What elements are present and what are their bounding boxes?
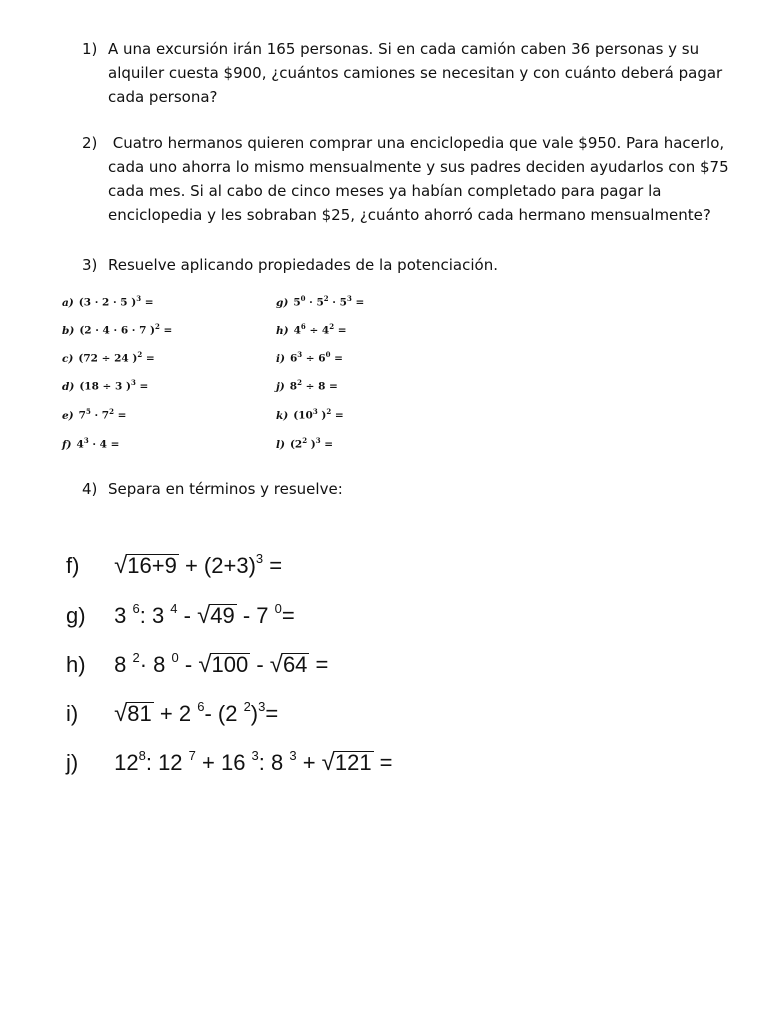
exercise-d: d) (18 ÷ 3 )$^3$ = — [62, 378, 149, 393]
terminos-exercise-j: j) $12^8$: 12 $^7$ + 16 $^3$: 8 $^3$ + √121 = — [66, 748, 393, 776]
problem-text — [108, 477, 712, 501]
problem-number: 4) — [82, 480, 98, 498]
problem-number: 1) — [82, 40, 98, 58]
problem-line: enciclopedia y les sobraban $25, ¿cuánto ahorró cada hermano mensualmente? — [108, 206, 711, 224]
exercise-c: c) (72 ÷ 24 )$^2$ = — [62, 350, 155, 365]
problem-line: cada persona? — [108, 88, 218, 106]
problem-line: alquiler cuesta $900, ¿cuántos camiones se necesitan y con cuánto deberá pagar — [108, 64, 723, 82]
exercise-g: g) $5^0 \cdot 5^2 \cdot 5^3$ = — [276, 294, 365, 309]
exercise-h: h) $4^6 \div 4^2$ = — [276, 322, 347, 337]
terminos-exercise-g: g) 3 $^6$: 3 $^4$ - √49 - 7 $^0$= — [66, 601, 295, 629]
exercise-e: e) $7^5 \cdot 7^2$ = — [62, 407, 127, 422]
exercise-k: k) ($10^3$ )$^2$ = — [276, 407, 344, 422]
problem-line: cada mes. Si al cabo de cinco meses ya habían completado para pagar la — [108, 182, 662, 200]
problem-text — [108, 253, 712, 277]
exercise-j: j) $8^2 \div 8$ = — [276, 378, 338, 393]
problem-text — [108, 131, 729, 227]
problem-line: cada uno ahorra lo mismo mensualmente y sus padres deciden ayudarlos con $75 — [108, 158, 729, 176]
terminos-exercise-f: f) $√16+9 + (2+3)^3$ = — [66, 551, 283, 579]
terminos-exercise-i: i) √81 + 2 $^6$- (2 $^2$)$^3$= — [66, 699, 279, 727]
problem-line: Resuelve aplicando propiedades de la potenciación. — [108, 256, 498, 274]
exercise-f: f) $4^3 \cdot 4$ = — [62, 436, 120, 451]
exercise-a: a) (3 · 2 · 5 )$^3$ = — [62, 294, 154, 309]
problem-line: A una excursión irán 165 personas. Si en cada camión caben 36 personas y su — [108, 40, 700, 58]
problem-line: Cuatro hermanos quieren comprar una enciclopedia que vale $950. Para hacerlo, — [108, 134, 725, 152]
terminos-exercise-h: h) 8 $^2$· 8 $^0$ - √100 - √64 = — [66, 650, 329, 678]
problem-text — [108, 37, 723, 109]
problem-line: Separa en términos y resuelve: — [108, 480, 343, 498]
exercise-l: l) ($2^2$ )$^3$ = — [276, 436, 334, 451]
exercise-b: b) (2 · 4 · 6 · 7 )$^2$ = — [62, 322, 173, 337]
problem-number: 3) — [82, 256, 98, 274]
problem-number: 2) — [82, 134, 98, 152]
exercise-i: i) $6^3 \div 6^0$ = — [276, 350, 343, 365]
